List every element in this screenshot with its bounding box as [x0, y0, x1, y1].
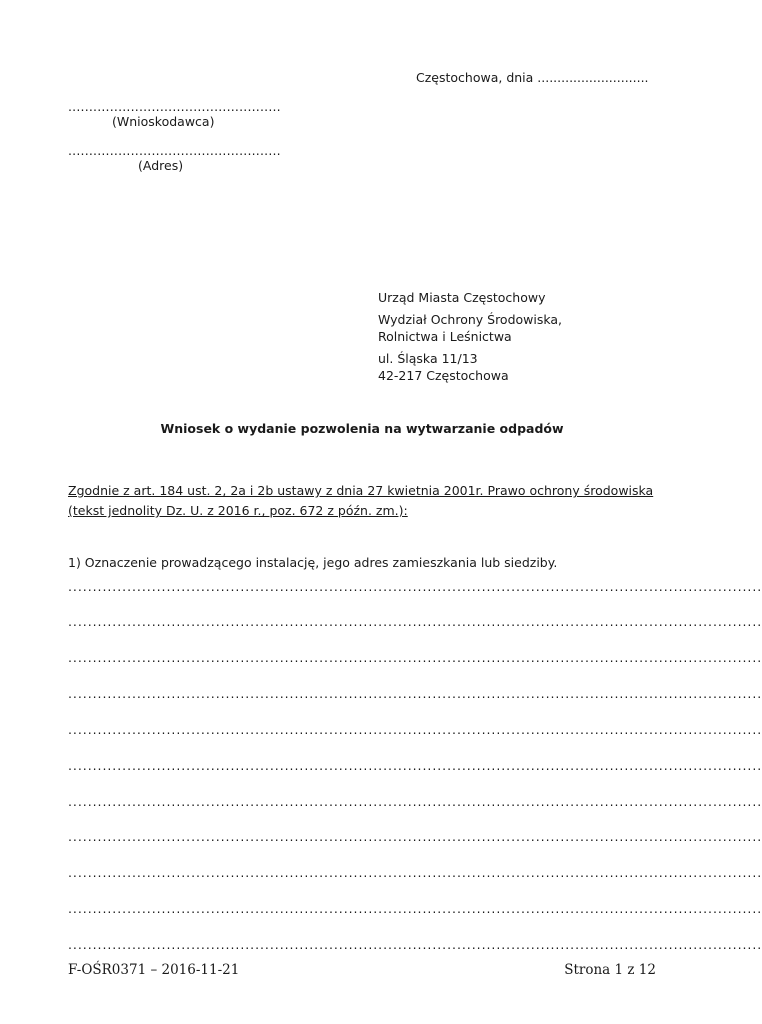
recipient-street: ul. Śląska 11/13 — [378, 351, 478, 366]
answer-line: ............................................................................................................................................. — [68, 829, 762, 844]
recipient-postal-city: 42-217 Częstochowa — [378, 368, 509, 383]
recipient-office: Urząd Miasta Częstochowy — [378, 290, 546, 305]
recipient-department: Wydział Ochrony Środowiska, — [378, 312, 563, 327]
page-number: Strona 1 z 12 — [564, 962, 656, 978]
answer-line: ............................................................................................................................................. — [68, 722, 762, 737]
answer-line: ............................................................................................................................................. — [68, 865, 762, 880]
answer-line: ............................................................................................................................................. — [68, 686, 762, 701]
address-dotted-line: ................................................... — [68, 143, 281, 158]
recipient-block — [378, 289, 678, 384]
answer-line: ............................................................................................................................................. — [68, 579, 762, 594]
form-code: F-OŚR0371 – 2016-11-21 — [68, 962, 240, 978]
legal-basis-text: Zgodnie z art. 184 ust. 2, 2a i 2b ustawy z dnia 27 kwietnia 2001r. Prawo ochrony środowiska (tekst jednolity Dz. U. z 2016 r., poz. 672 z późn. zm.): — [68, 483, 654, 518]
address-label: (Adres) — [138, 158, 184, 173]
answer-line: ............................................................................................................................................. — [68, 794, 762, 809]
question-1-text: 1) Oznaczenie prowadzącego instalację, jego adres zamieszkania lub siedziby. — [68, 555, 558, 570]
answer-line: ............................................................................................................................................. — [68, 650, 762, 665]
place-date-field: Częstochowa, dnia ............................ — [416, 70, 649, 85]
document-title: Wniosek o wydanie pozwolenia na wytwarzanie odpadów — [160, 421, 564, 436]
answer-line: ............................................................................................................................................. — [68, 758, 762, 773]
applicant-dotted-line: ................................................... — [68, 99, 281, 114]
answer-line: ............................................................................................................................................. — [68, 937, 762, 952]
answer-line: ............................................................................................................................................. — [68, 901, 762, 916]
answer-line: ............................................................................................................................................. — [68, 614, 762, 629]
applicant-label: (Wnioskodawca) — [112, 114, 215, 129]
recipient-department-cont: Rolnictwa i Leśnictwa — [378, 329, 512, 344]
